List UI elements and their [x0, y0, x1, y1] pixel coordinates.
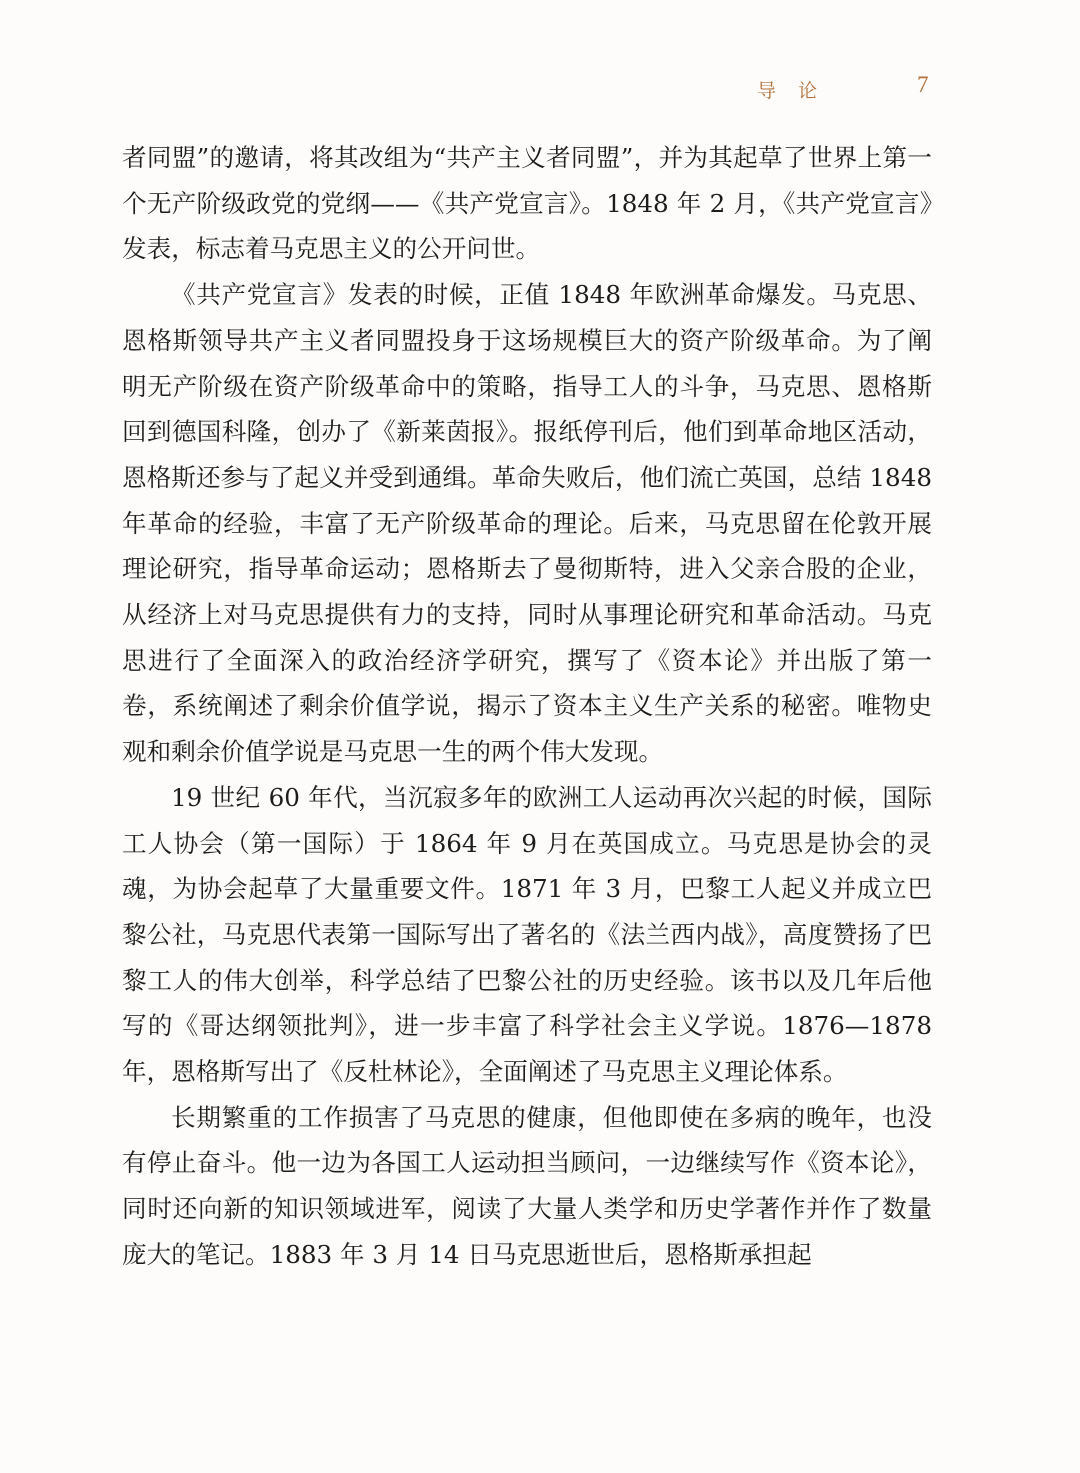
body-text — [122, 135, 932, 1278]
paragraph: 长期繁重的工作损害了马克思的健康，但他即使在多病的晚年，也没有停止奋斗。他一边为各国工人运动担当顾问，一边继续写作《资本论》，同时还向新的知识领域进军，阅读了大量人类学和历史学著作并作了数量庞大的笔记。1883 年 3 月 14 日马克思逝世后，恩格斯承担起 — [122, 1102, 932, 1269]
paragraph: 者同盟”的邀请，将其改组为“共产主义者同盟”，并为其起草了世界上第一个无产阶级政党的党纲——《共产党宣言》。1848 年 2 月，《共产党宣言》发表，标志着马克思主义的公开问世。 — [122, 143, 932, 264]
paragraph: 《共产党宣言》发表的时候，正值 1848 年欧洲革命爆发。马克思、恩格斯领导共产主义者同盟投身于这场规模巨大的资产阶级革命。为了阐明无产阶级在资产阶级革命中的策略，指导工人的斗争，马克思、恩格斯回到德国科隆，创办了《新莱茵报》。报纸停刊后，他们到革命地区活动，恩格斯还参与了起义并受到通缉。革命失败后，他们流亡英国，总结 1848 年革命的经验，丰富了无产阶级革命的理论。后来，马克思留在伦敦开展理论研究，指导革命运动；恩格斯去了曼彻斯特，进入父亲合股的企业，从经济上对马克思提供有力的支持，同时从事理论研究和革命活动。马克思进行了全面深入的政治经济学研究，撰写了《资本论》并出版了第一卷，系统阐述了剩余价值学说，揭示了资本主义生产关系的秘密。唯物史观和剩余价值学说是马克思一生的两个伟大发现。 — [122, 280, 932, 767]
section-title: 导 论 — [757, 80, 826, 102]
running-head — [0, 72, 1080, 102]
paragraph: 19 世纪 60 年代，当沉寂多年的欧洲工人运动再次兴起的时候，国际工人协会（第一国际）于 1864 年 9 月在英国成立。马克思是协会的灵魂，为协会起草了大量重要文件。1871 年 3 月，巴黎工人起义并成立巴黎公社，马克思代表第一国际写出了著名的《法兰西内战》，高度赞扬了巴黎工人的伟大创举，科学总结了巴黎公社的历史经验。该书以及几年后他写的《哥达纲领批判》，进一步丰富了科学社会主义学说。1876—1878 年，恩格斯写出了《反杜林论》，全面阐述了马克思主义理论体系。 — [122, 782, 932, 1087]
page-number: 7 — [917, 72, 929, 97]
